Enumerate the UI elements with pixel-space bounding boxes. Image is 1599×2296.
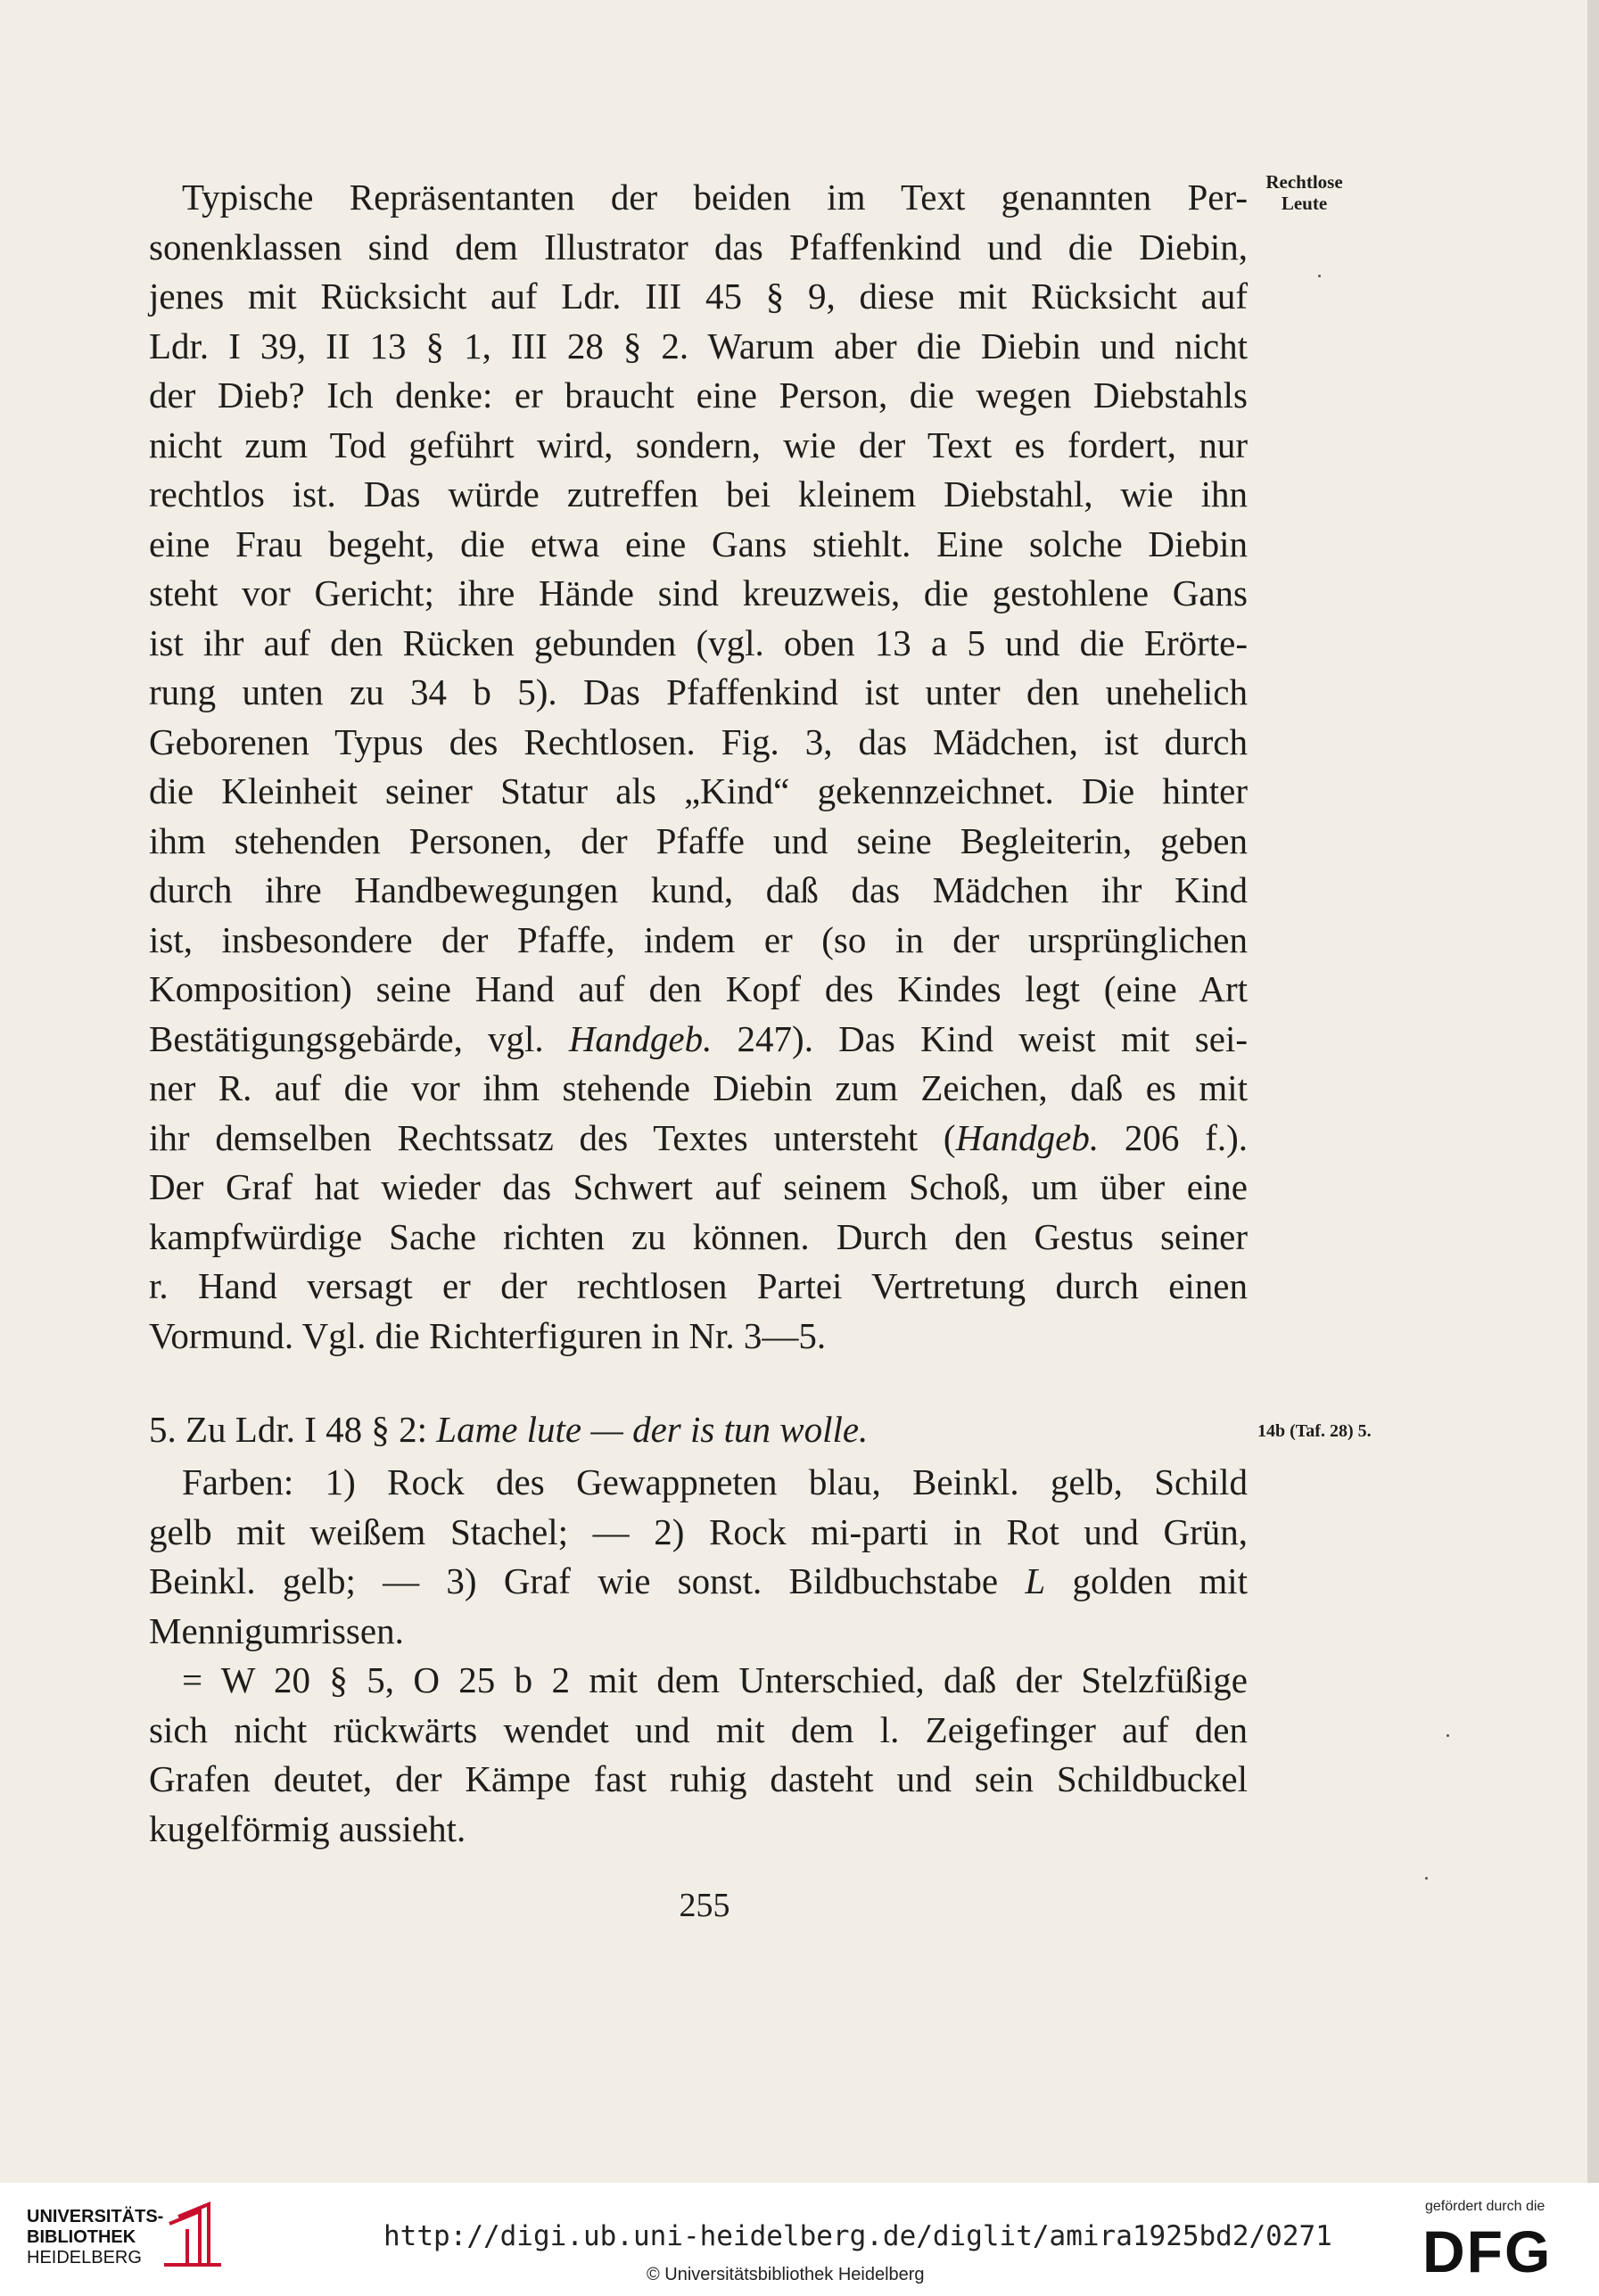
text-line: sonenklassen sind dem Illustrator das Pfaffenkind und die Diebin,	[149, 226, 1248, 267]
text-line: ist ihr auf den Rücken gebunden (vgl. oben 13 a 5 und die Erörte-	[149, 621, 1248, 663]
paragraph-1	[149, 173, 1248, 1361]
margin-note-rechtlose-leute	[1253, 171, 1356, 214]
text-line: Vormund. Vgl. die Richterfiguren in Nr. 3—5.	[149, 1314, 827, 1356]
text-line: durch ihre Handbewegungen kund, daß das Mädchen ihr Kind	[149, 869, 1248, 910]
text-line: jenes mit Rücksicht auf Ldr. III 45 § 9, diese mit Rücksicht auf	[149, 276, 1248, 317]
text-segment: golden mit	[1045, 1560, 1248, 1601]
scan-speck	[1425, 1877, 1428, 1880]
text-line: gelb mit weißem Stachel; — 2) Rock mi-parti in Rot und Grün,	[149, 1510, 1248, 1552]
text-line: eine Frau begeht, die etwa eine Gans stiehlt. Eine solche Diebin	[149, 523, 1248, 564]
paragraph-3	[149, 1656, 1248, 1854]
text-line: r. Hand versagt er der rechtlosen Partei Vertretung durch einen	[149, 1265, 1248, 1306]
library-name	[27, 2207, 163, 2268]
text-line: steht vor Gericht; ihre Hände sind kreuzweis, die gestohlene Gans	[149, 572, 1248, 613]
text-line: ihm stehenden Personen, der Pfaffe und seine Begleiterin, geben	[149, 819, 1248, 861]
text-segment: Beinkl. gelb; — 3) Graf wie sonst. Bildbuchstabe	[149, 1560, 1026, 1601]
heading-prefix: 5. Zu Ldr. I 48 § 2:	[149, 1409, 437, 1450]
italic-reference: Handgeb.	[955, 1116, 1100, 1158]
text-line: Farben: 1) Rock des Gewappneten blau, Beinkl. gelb, Schild	[182, 1461, 1248, 1502]
heading-italic: Lame lute — der is tun wolle.	[436, 1409, 869, 1450]
heading-line	[149, 1405, 1248, 1455]
text-line	[149, 1114, 1248, 1164]
text-line: Komposition) seine Hand auf den Kopf des Kindes legt (eine Art	[149, 968, 1248, 1009]
italic-letter: L	[1025, 1560, 1046, 1601]
text-segment: ihr demselben Rechtssatz des Textes untersteht (	[149, 1116, 956, 1158]
text-line: kampfwürdige Sache richten zu können. Durch den Gestus seiner	[149, 1215, 1248, 1257]
library-name-line: HEIDELBERG	[27, 2248, 142, 2267]
margin-note-line: Leute	[1281, 193, 1328, 214]
margin-note-line: Rechtlose	[1265, 171, 1343, 193]
funding-note: gefördert durch die	[1425, 2199, 1545, 2214]
text-line: Der Graf hat wieder das Schwert auf seinem Schoß, um über eine	[149, 1166, 1248, 1207]
text-line	[149, 1015, 1248, 1065]
section-heading	[149, 1405, 1248, 1455]
copyright-notice: © Universitätsbibliothek Heidelberg	[647, 2265, 925, 2284]
permalink-url[interactable]: http://digi.ub.uni-heidelberg.de/diglit/amira1925bd2/0271	[383, 2220, 1332, 2252]
text-line: rechtlos ist. Das würde zutreffen bei kleinem Diebstahl, wie ihn	[149, 473, 1248, 514]
text-line: die Kleinheit seiner Statur als „Kind“ gekennzeichnet. Die hinter	[149, 770, 1248, 811]
text-line: sich nicht rückwärts wendet und mit dem l. Zeigefinger auf den	[149, 1708, 1248, 1750]
scan-speck	[1447, 1734, 1449, 1737]
library-logo-icon	[161, 2199, 225, 2275]
paragraph-2	[149, 1458, 1248, 1656]
text-segment: Bestätigungsgebärde, vgl.	[149, 1017, 569, 1059]
page-edge	[1587, 0, 1599, 2183]
text-line: Grafen deutet, der Kämpe fast ruhig dasteht und sein Schildbuckel	[149, 1758, 1248, 1799]
text-line: Mennigumrissen.	[149, 1609, 404, 1651]
page-number: 255	[679, 1887, 730, 1924]
library-name-line: BIBLIOTHEK	[27, 2227, 136, 2247]
text-line: Geborenen Typus des Rechtlosen. Fig. 3, das Mädchen, ist durch	[149, 720, 1248, 762]
italic-reference: Handgeb.	[568, 1017, 713, 1059]
text-segment: 206 f.).	[1099, 1116, 1248, 1158]
text-segment: 247). Das Kind weist mit sei-	[712, 1017, 1248, 1059]
text-line: rung unten zu 34 b 5). Das Pfaffenkind ist unter den unehelich	[149, 671, 1248, 712]
text-line: der Dieb? Ich denke: er braucht eine Person, die wegen Diebstahls	[149, 374, 1248, 416]
text-line: kugelförmig aussieht.	[149, 1807, 466, 1849]
text-line: ner R. auf die vor ihm stehende Diebin zum Zeichen, daß es mit	[149, 1067, 1248, 1108]
margin-note-plate-ref: 14b (Taf. 28) 5.	[1257, 1421, 1372, 1441]
library-name-line: UNIVERSITÄTS-	[27, 2207, 164, 2226]
text-line: = W 20 § 5, O 25 b 2 mit dem Unterschied, daß der Stelzfüßige	[182, 1659, 1248, 1700]
dfg-logo: DFG	[1422, 2218, 1553, 2284]
scan-speck	[1318, 275, 1321, 277]
logo-strokes	[164, 2204, 221, 2265]
text-line	[149, 1557, 1248, 1607]
text-line: Typische Repräsentanten der beiden im Text genannten Per-	[182, 177, 1248, 218]
text-line: Ldr. I 39, II 13 § 1, III 28 § 2. Warum aber die Diebin und nicht	[149, 325, 1248, 366]
text-line: ist, insbesondere der Pfaffe, indem er (so in der ursprünglichen	[149, 918, 1248, 960]
text-line: nicht zum Tod geführt wird, sondern, wie der Text es fordert, nur	[149, 424, 1248, 465]
